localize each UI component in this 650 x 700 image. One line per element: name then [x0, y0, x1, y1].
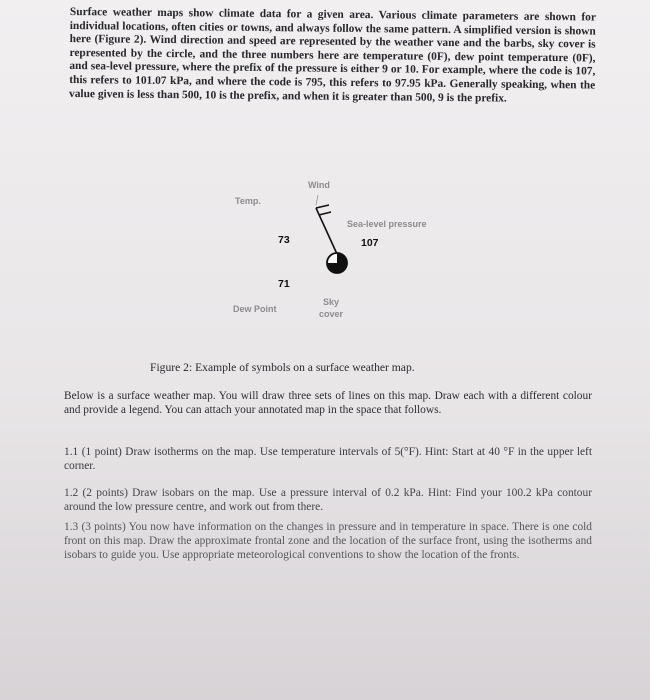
- wind-barb-1: [316, 205, 329, 208]
- station-model-symbol: [225, 175, 465, 325]
- sky-label: Sky: [323, 297, 340, 307]
- temp-value: 73: [278, 234, 290, 246]
- pressure-label: Sea-level pressure: [347, 219, 427, 229]
- question-1-2: 1.2 (2 points) Draw isobars on the map. Use a pressure interval of 0.2 kPa. Hint: Find your 100.2 kPa contour around the low pressure centre, and work out from there.: [64, 487, 592, 513]
- question-1-3: 1.3 (3 points) You now have information on the changes in pressure and in temperature in space. There is one cold front on this map. Draw the approximate frontal zone and the location of the surface front, using the isotherms and isobars to guide you. Use appropriate meteorological conventions to show the location of the fronts.: [64, 521, 592, 561]
- sky-cover-fill: [337, 253, 347, 273]
- instructions-paragraph: Below is a surface weather map. You will draw three sets of lines on this map. Draw each with a different colour and provide a legend. You can attach your annotated map in the space that follows.: [64, 390, 592, 416]
- temp-label: Temp.: [235, 196, 261, 206]
- pressure-value: 107: [361, 237, 379, 249]
- station-model-figure: [225, 175, 465, 325]
- question-1-1: 1.1 (1 point) Draw isotherms on the map. Use temperature intervals of 5(°F). Hint: Start at 40 °F in the upper left corner.: [64, 446, 592, 472]
- sky-cover-fill-2: [327, 263, 337, 273]
- dew-point-label: Dew Point: [233, 304, 277, 314]
- figure-caption: Figure 2: Example of symbols on a surface weather map.: [150, 361, 415, 374]
- wind-label: Wind: [308, 180, 330, 190]
- intro-paragraph: Surface weather maps show climate data for a given area. Various climate parameters are shown for individual locations, often cities or towns, and always follow the same pattern. A simplified version is shown here (Figure 2). Wind direction and speed are represented by the weather vane and the barbs, sky cover is represented by the circle, and the three numbers here are temperature (0F), dew point temperature (0F), and sea-level pressure, where the prefix of the pressure is either 9 or 10. For example, where the code is 107, this refers to 101.07 kPa, and where the code is 795, this refers to 97.95 kPa. Generally speaking, when the value given is less than 500, 10 is the prefix, and when it is greater than 500, 9 is the prefix.: [69, 6, 596, 105]
- wind-barb-2: [319, 212, 331, 215]
- wind-leader: [316, 195, 318, 205]
- cover-label: cover: [319, 309, 344, 319]
- dew-point-value: 71: [278, 278, 290, 290]
